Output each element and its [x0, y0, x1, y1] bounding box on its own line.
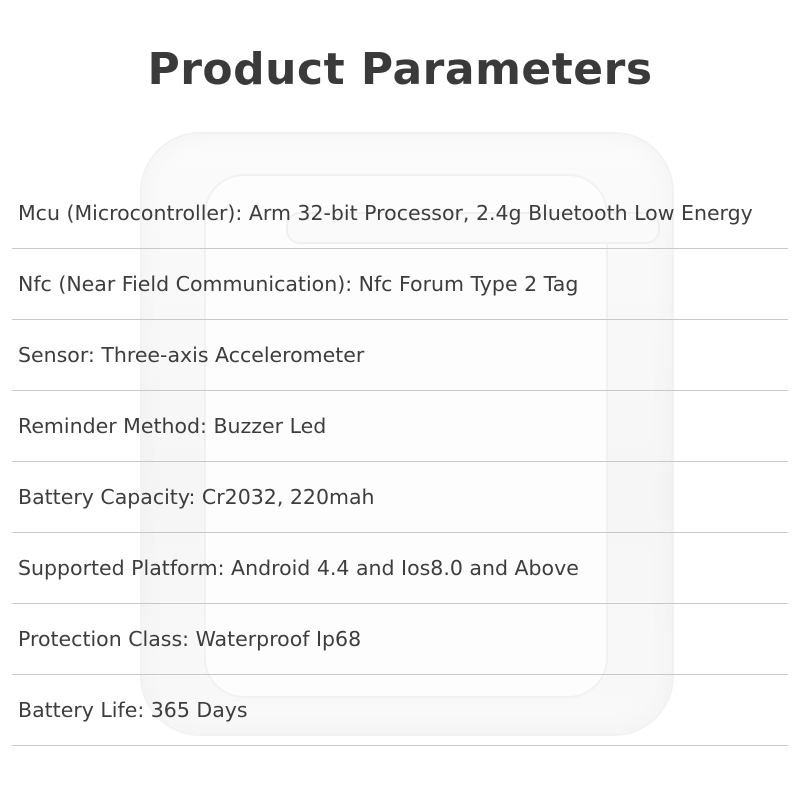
parameter-row — [0, 533, 800, 604]
parameter-text: Protection Class: Waterproof Ip68 — [18, 627, 362, 651]
parameter-text: Battery Capacity: Cr2032, 220mah — [18, 485, 375, 509]
parameter-row — [0, 462, 800, 533]
parameter-text: Supported Platform: Android 4.4 and Ios8.0 and Above — [18, 556, 579, 580]
parameter-list — [0, 178, 800, 746]
parameter-text: Mcu (Microcontroller): Arm 32-bit Processor, 2.4g Bluetooth Low Energy — [18, 201, 753, 225]
parameter-row — [0, 391, 800, 462]
parameter-text: Sensor: Three-axis Accelerometer — [18, 343, 365, 367]
row-divider — [12, 745, 788, 746]
parameter-text: Battery Life: 365 Days — [18, 698, 248, 722]
parameter-row — [0, 675, 800, 746]
page-title: Product Parameters — [147, 44, 653, 95]
parameter-row — [0, 320, 800, 391]
parameter-row — [0, 249, 800, 320]
parameter-text: Reminder Method: Buzzer Led — [18, 414, 327, 438]
parameter-text: Nfc (Near Field Communication): Nfc Forum Type 2 Tag — [18, 272, 579, 296]
parameter-row — [0, 604, 800, 675]
parameter-row — [0, 178, 800, 249]
